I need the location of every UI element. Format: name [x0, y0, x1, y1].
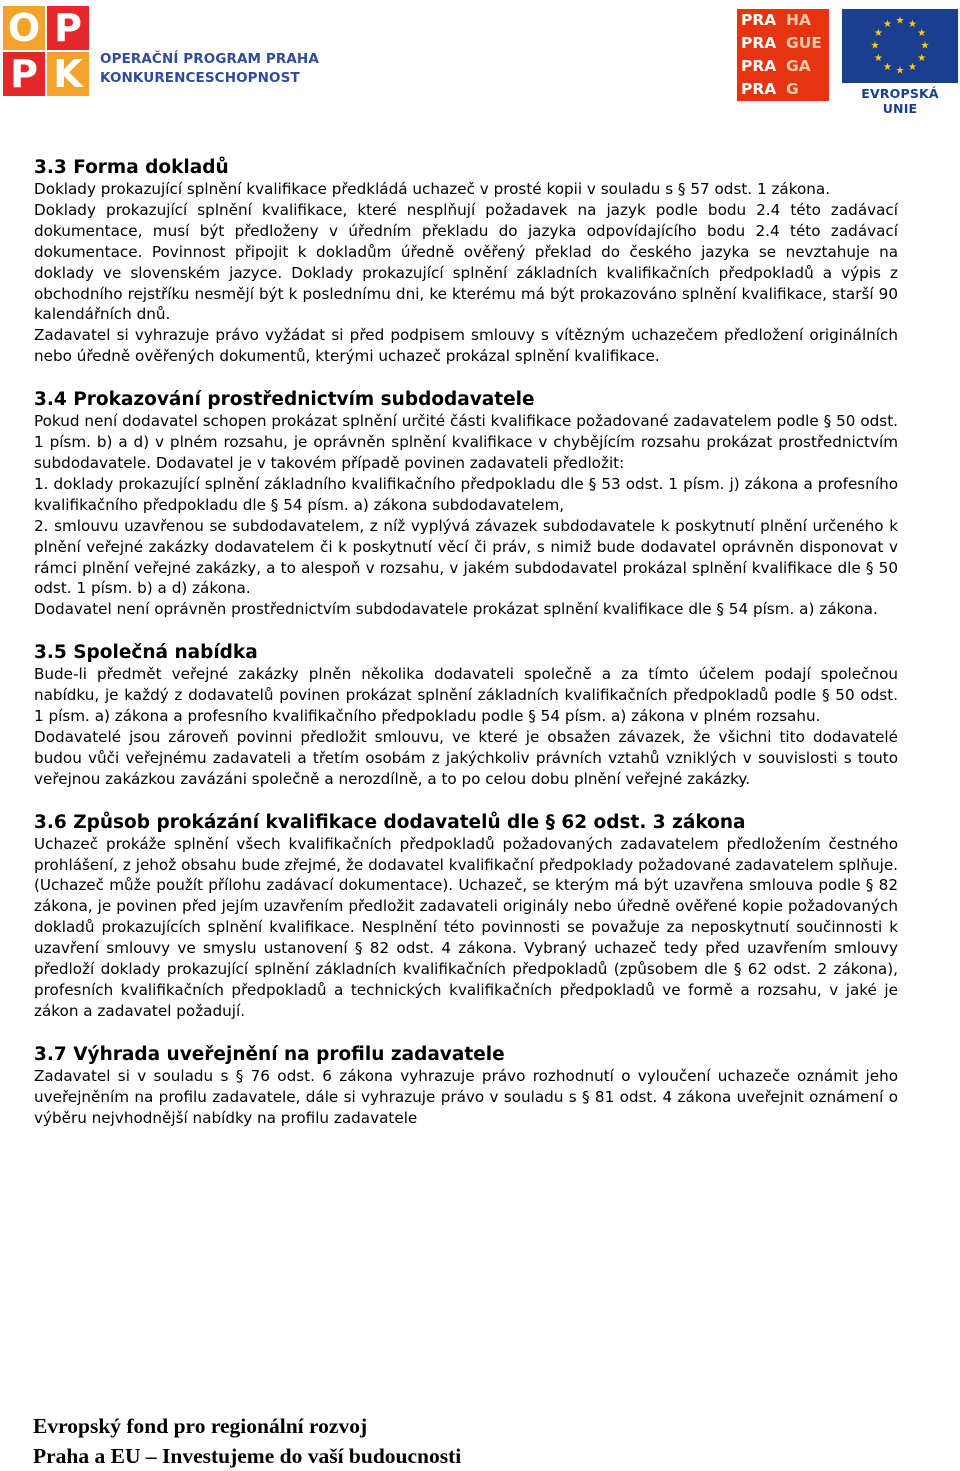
- footer-line-1: Evropský fond pro regionální rozvoj: [33, 1414, 368, 1438]
- opp-letter-p1: P: [47, 6, 89, 50]
- section-heading: 3.6 Způsob prokázání kvalifikace dodavatelů dle § 62 odst. 3 zákona: [34, 811, 746, 833]
- footer-line-2: Praha a EU – Investujeme do vaší budoucnosti: [33, 1444, 462, 1468]
- praha-logo-row: [737, 55, 829, 78]
- svg-text:★: ★: [917, 53, 927, 64]
- paragraph: Bude-li předmět veřejné zakázky plněn několika dodavateli společně a za tímto účelem podají společnou nabídku, je každý z dodavatelů povinen prokázat splnění základních kvalifikačních předpokladů podle § 50 odst. 1 písm. a) zákona a profesního kvalifikačního předpokladu podle § 54 písm. a) zákona v plném rozsahu.: [34, 665, 898, 726]
- praha-logo-text-b: GUE: [786, 34, 822, 52]
- praha-logo-text-b: G: [786, 80, 799, 98]
- svg-text:★: ★: [873, 53, 883, 64]
- document-body: [34, 156, 898, 1129]
- footer: [33, 1411, 913, 1471]
- section-3-6: [34, 811, 898, 1022]
- svg-text:★: ★: [873, 28, 883, 39]
- eu-logo: [842, 9, 958, 116]
- section-3-4: [34, 388, 898, 620]
- eu-logo-text: EVROPSKÁ UNIE: [861, 86, 939, 116]
- paragraph: Doklady prokazující splnění kvalifikace předkládá uchazeč v prosté kopii v souladu s § 57 odst. 1 zákona.: [34, 180, 831, 198]
- paragraph: Uchazeč prokáže splnění všech kvalifikačních předpokladů požadovaných zadavatelem předložením čestného prohlášení, z jehož obsahu bude zřejmé, že dodavatel kvalifikační předpoklady požadované zadavatelem splňuje. (Uchazeč může použít přílohu zadávací dokumentace). Uchazeč, se kterým má být uzavřena smlouva podle § 82 zákona, je povinen před jejím uzavřením předložit zadavateli originály nebo úředně ověřené kopie požadovaných dokladů prokazujících splnění kvalifikace. Nesplnění této povinnosti se považuje za neposkytnutí součinnosti k uzavření smlouvy ve smyslu ustanovení § 82 odst. 4 zákona. Vybraný uchazeč tedy před uzavřením smlouvy předloží doklady prokazující splnění základních kvalifikačních předpokladů (způsobem dle § 62 odst. 2 zákona), profesních kvalifikačních předpokladů a technických kvalifikačních předpokladů ve formě a rozsahu, v jaké je zákon a zadavatel požadují.: [34, 834, 898, 1020]
- svg-text:★: ★: [883, 18, 892, 30]
- svg-text:★: ★: [908, 62, 917, 74]
- section-3-3: [34, 156, 898, 367]
- praha-logo-text-a: PRA: [741, 57, 777, 75]
- svg-text:★: ★: [895, 15, 905, 27]
- opp-logo-mark: [3, 6, 89, 96]
- paragraph: Zadavatel si v souladu s § 76 odst. 6 zákona vyhrazuje právo rozhodnutí o vyloučení uchazeče oznámit jeho uveřejněním na profilu zadavatele, dále si vyhrazuje právo v souladu s § 81 odst. 4 zákona uveřejnit oznámení o výběru nejvhodnější nabídky na profilu zadavatele: [34, 1066, 898, 1127]
- section-heading: 3.5 Společná nabídka: [34, 642, 258, 664]
- list-item: 1. doklady prokazující splnění základního kvalifikačního předpokladu dle § 53 odst. 1 písm. j) zákona a profesního kvalifikačního předpokladu dle § 54 písm. a) zákona subdodavatelem,: [34, 474, 898, 514]
- praha-logo-text-a: PRA: [741, 11, 777, 29]
- section-heading: 3.7 Výhrada uveřejnění na profilu zadavatele: [34, 1043, 505, 1065]
- praha-logo-text-b: GA: [786, 57, 811, 75]
- eu-flag-icon: [842, 9, 958, 83]
- list-item: 2. smlouvu uzavřenou se subdodavatelem, z níž vyplývá závazek subdodavatele k poskytnutí plnění určeného k plnění veřejné zakázky dodavatelem či k poskytnutí věcí či práv, s nimiž bude dodavatel oprávněn disponovat v rámci plnění veřejné zakázky, a to alespoň v rozsahu, v jakém subdodavatel prokázal splnění kvalifikace dle § 50 odst. 1 písm. b) a d) zákona.: [34, 516, 898, 598]
- opp-letter-o: O: [3, 6, 45, 50]
- paragraph: Zadavatel si vyhrazuje právo vyžádat si před podpisem smlouvy s vítězným uchazečem předložení originálních nebo úředně ověřených dokumentů, kterými uchazeč prokázal splnění kvalifikace.: [34, 326, 898, 366]
- paragraph: Pokud není dodavatel schopen prokázat splnění určité části kvalifikace požadované zadavatelem podle § 50 odst. 1 písm. b) a d) v plném rozsahu, je oprávněn splnění kvalifikace v chybějícím rozsahu prokázat prostřednictvím subdodavatele. Dodavatel je v takovém případě povinen zadavateli předložit:: [34, 412, 898, 472]
- opp-logo-line2: KONKURENCESCHOPNOST: [100, 70, 300, 86]
- svg-text:★: ★: [920, 40, 930, 52]
- praha-logo-row: [737, 9, 829, 32]
- section-3-5: [34, 641, 898, 789]
- section-3-7: [34, 1043, 898, 1129]
- opp-letter-k: K: [47, 52, 89, 96]
- svg-text:★: ★: [917, 28, 927, 39]
- section-heading: 3.4 Prokazování prostřednictvím subdodavatele: [34, 389, 535, 411]
- opp-letter-p2: P: [3, 52, 45, 96]
- opp-logo: [0, 6, 320, 98]
- paragraph: Dodavatelé jsou zároveň povinni předložit smlouvu, ve které je obsažen závazek, že všichni tito dodavatelé budou vůči veřejnému zadavateli a třetím osobám z jakýchkoliv právních vztahů vzniklých v souvislosti s touto veřejnou zakázkou zavázáni společně a nerozdílně, a to po celou dobu plnění veřejné zakázky.: [34, 727, 898, 788]
- svg-text:★: ★: [883, 62, 892, 74]
- praha-logo-row: [737, 32, 829, 55]
- paragraph: Doklady prokazující splnění kvalifikace, které nesplňují požadavek na jazyk podle bodu 2.4 této zadávací dokumentace, musí být předloženy v úředním překladu do jazyka odpovídajícího bodu 2.4 této zadávací dokumentace. Povinnost připojit k dokladům úředně ověřený překlad do českého jazyka se nevztahuje na doklady ve slovenském jazyce. Doklady prokazující splnění základních kvalifikačních předpokladů a výpis z obchodního rejstříku nesmějí být k poslednímu dni, ke kterému má být prokazováno splnění kvalifikace, starší 90 kalendářních dnů.: [34, 200, 898, 324]
- svg-text:★: ★: [895, 65, 905, 77]
- praha-logo-text-b: HA: [786, 11, 811, 29]
- paragraph: Dodavatel není oprávněn prostřednictvím subdodavatele prokázat splnění kvalifikace dle § 54 písm. a) zákona.: [34, 600, 878, 619]
- section-heading: 3.3 Forma dokladů: [34, 157, 229, 178]
- svg-text:★: ★: [870, 40, 880, 52]
- opp-logo-text: [100, 50, 319, 88]
- praha-logo-text-a: PRA: [741, 34, 777, 52]
- svg-text:★: ★: [908, 18, 917, 30]
- praha-logo: [737, 9, 829, 101]
- opp-logo-line1: OPERAČNÍ PROGRAM PRAHA: [100, 51, 319, 67]
- praha-logo-text-a: PRA: [741, 80, 777, 98]
- praha-logo-row: [737, 78, 829, 101]
- eu-stars-icon: [842, 9, 958, 83]
